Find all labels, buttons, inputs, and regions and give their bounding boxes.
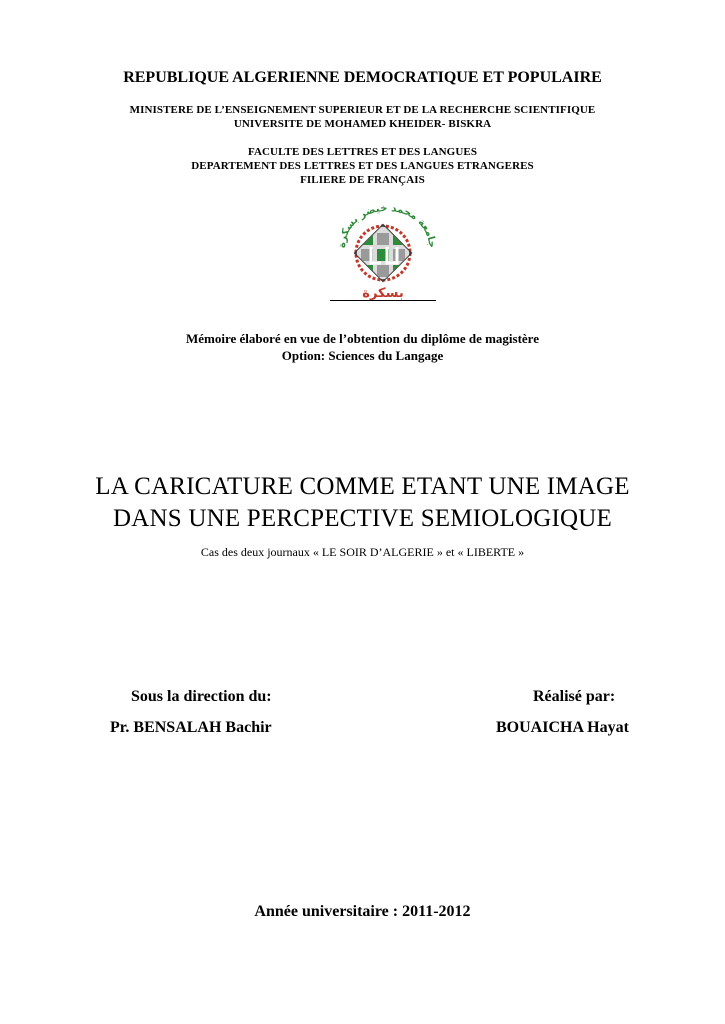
author-name: BOUAICHA Hayat bbox=[496, 719, 629, 736]
university-logo bbox=[331, 203, 443, 301]
logo-underline bbox=[330, 300, 436, 301]
thesis-title-line-1: LA CARICATURE COMME ETANT UNE IMAGE bbox=[95, 473, 630, 500]
thesis-subtitle: Cas des deux journaux « LE SOIR D’ALGERIE » et « LIBERTE » bbox=[200, 545, 525, 559]
academic-year: Année universitaire : 2011-2012 bbox=[254, 903, 471, 920]
logo-arc-text: جامعة محمد خيضر بسكرة bbox=[336, 203, 438, 249]
republic-heading: REPUBLIQUE ALGERIENNE DEMOCRATIQUE ET POPULAIRE bbox=[123, 69, 602, 86]
supervisor-label: Sous la direction du: bbox=[131, 688, 272, 705]
filiere-heading: FILIERE DE FRANÇAIS bbox=[300, 174, 425, 186]
faculty-heading: FACULTE DES LETTRES ET DES LANGUES bbox=[247, 146, 478, 158]
option-line: Option: Sciences du Langage bbox=[281, 348, 444, 363]
university-heading: UNIVERSITE DE MOHAMED KHEIDER- BISKRA bbox=[233, 118, 492, 130]
logo-arabic-name: بسكرة bbox=[362, 286, 404, 301]
ministry-heading: MINISTERE DE L’ENSEIGNEMENT SUPERIEUR ET DE LA RECHERCHE SCIENTIFIQUE bbox=[129, 104, 596, 116]
memoire-line: Mémoire élaboré en vue de l’obtention du diplôme de magistère bbox=[185, 331, 539, 346]
thesis-title-line-2: DANS UNE PERCPECTIVE SEMIOLOGIQUE bbox=[113, 505, 612, 532]
department-heading: DEPARTEMENT DES LETTRES ET DES LANGUES ETRANGERES bbox=[191, 160, 534, 172]
supervisor-name: Pr. BENSALAH Bachir bbox=[110, 719, 272, 736]
author-label: Réalisé par: bbox=[533, 688, 616, 705]
